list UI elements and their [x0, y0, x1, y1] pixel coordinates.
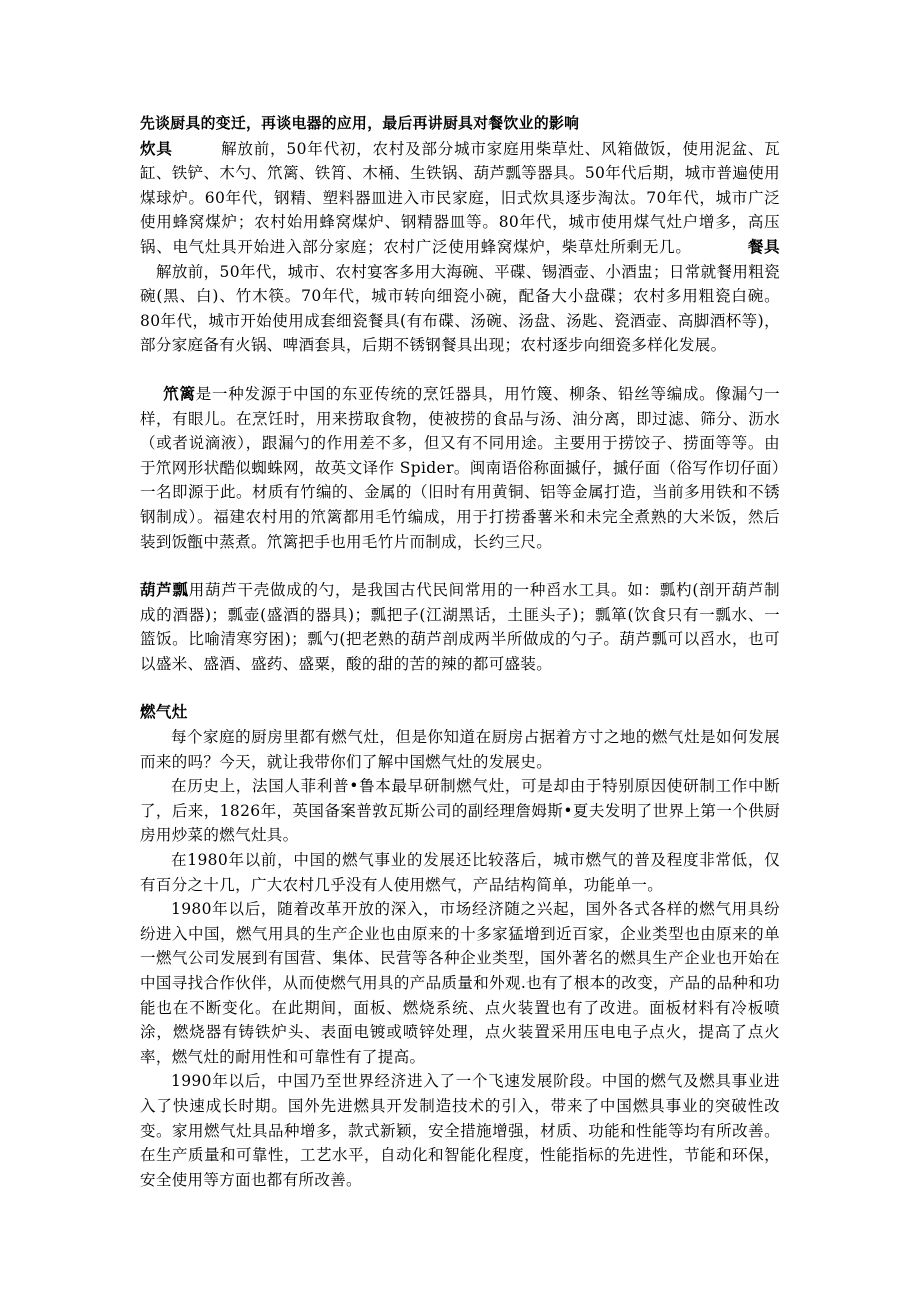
document-page: [140, 112, 780, 1192]
gas-stove-paragraph: 1990年以后，中国乃至世界经济进入了一个飞速发展阶段。中国的燃气及燃具事业进入了快速成长时期。国外先进燃具开发制造技术的引入，带来了中国燃具事业的突破性改变。家用燃气灶具品种增多，款式新颖，安全措施增强，材质、功能和性能等均有所改善。在生产质量和可靠性，工艺水平，自动化和智能化程度，性能指标的先进性，节能和环保，安全使用等方面也都有所改善。: [140, 1072, 780, 1189]
intro-heading: 先谈厨具的变迁，再谈电器的应用，最后再讲厨具对餐饮业的影响: [140, 115, 580, 132]
gas-stove-paragraph: 在1980年以前，中国的燃气事业的发展还比较落后，城市燃气的普及程度非常低，仅有百分之十几，广大农村几乎没有人使用燃气，产品结构简单，功能单一。: [140, 851, 780, 894]
gourd-ladle-text: 用葫芦干壳做成的勺，是我国古代民间常用的一种舀水工具。如：瓢杓(剖开葫芦制成的酒器)；瓢壶(盛酒的器具)；瓢把子(江湖黑话，土匪头子)；瓢箪(饮食只有一瓢水、一篮饭。比喻清寒穷困)；瓢勺(把老熟的葫芦剖成两半所做成的勺子。葫芦瓢可以舀水，也可以盛米、盛酒、盛药、盛粟，酸的甜的苦的辣的都可盛装。: [140, 581, 780, 673]
tableware-text: 解放前，50年代，城市、农村宴客多用大海碗、平碟、锡酒壶、小酒盅；日常就餐用粗瓷碗(黑、白)、竹木筷。70年代，城市转向细瓷小碗，配备大小盘碟；农村多用粗瓷白碗。80年代，城市开始使用成套细瓷餐具(有布碟、汤碗、汤盘、汤匙、瓷酒壶、高脚酒杯等)，部分家庭备有火锅、啤酒套具，后期不锈钢餐具出现；农村逐步向细瓷多样化发展。: [140, 262, 780, 355]
tableware-term: 餐具: [747, 236, 781, 256]
skimmer-text: 是一种发源于中国的东亚传统的烹饪器具，用竹篾、柳条、铅丝等编成。像漏勺一样，有眼儿。在烹饪时，用来捞取食物，使被捞的食品与汤、油分离，即过滤、筛分、沥水（或者说滴液），跟漏勺的作用差不多，但又有不同用途。主要用于捞饺子、捞面等等。由于笊网形状酷似蜘蛛网，故英文译作 Spider。闽南语俗称面摵仔，摵仔面（俗写作切仔面）一名即源于此。材质有竹编的、金属的（旧时有用黄铜、铝等金属打造，当前多用铁和不锈钢制成）。福建农村用的笊篱都用毛竹编成，用于打捞番薯米和未完全煮熟的大米饭，然后装到饭甑中蒸煮。笊篱把手也用毛竹片而制成，长约三尺。: [140, 384, 780, 551]
cookware-text: 解放前，50年代初，农村及部分城市家庭用柴草灶、风箱做饭，使用泥盆、瓦缸、铁铲、木勺、笊篱、铁筲、木桶、生铁锅、葫芦瓢等器具。50年代后期，城市普遍使用煤球炉。60年代，钢精、塑料器皿进入市民家庭，旧式炊具逐步淘汰。70年代，城市广泛使用蜂窝煤炉；农村始用蜂窝煤炉、钢精器皿等。80年代，城市使用煤气灶户增多，高压锅、电气灶具开始进入部分家庭；农村广泛使用蜂窝煤炉，柴草灶所剩无几。: [140, 139, 780, 256]
skimmer-term: 笊篱: [163, 383, 196, 403]
cookware-paragraph: [140, 137, 780, 358]
gas-stove-paragraph: 在历史上，法国人菲利普•鲁本最早研制燃气灶，可是却由于特别原因使研制工作中断了，后来，1826年，英国备案普敦瓦斯公司的副经理詹姆斯•夏夫发明了世界上第一个供厨房用炒菜的燃气灶具。: [140, 777, 780, 845]
gourd-ladle-paragraph: [140, 578, 780, 676]
cookware-term: 炊具: [140, 138, 173, 158]
gas-stove-paragraph: 1980年以后，随着改革开放的深入，市场经济随之兴起，国外各式各样的燃气用具纷纷进入中国，燃气用具的生产企业也由原来的十多家猛增到近百家，企业类型也由原来的单一燃气公司发展到有国营、集体、民营等各种企业类型，国外著名的燃具生产企业也开始在中国寻找合作伙伴，从而使燃气用具的产品质量和外观.也有了根本的改变，产品的品种和功能也在不断变化。在此期间，面板、燃烧系统、点火装置也有了改进。面板材料有冷板喷涂，燃烧器有铸铁炉头、表面电镀或喷锌处理，点火装置采用压电电子点火，提高了点火率，燃气灶的耐用性和可靠性有了提高。: [140, 900, 780, 1066]
skimmer-paragraph: [140, 382, 780, 554]
gas-stove-title: 燃气灶: [140, 702, 188, 722]
gas-stove-paragraph: 每个家庭的厨房里都有燃气灶，但是你知道在厨房占据着方寸之地的燃气灶是如何发展而来的吗？今天，就让我带你们了解中国燃气灶的发展史。: [140, 728, 780, 771]
gourd-ladle-term: 葫芦瓢: [140, 580, 189, 600]
